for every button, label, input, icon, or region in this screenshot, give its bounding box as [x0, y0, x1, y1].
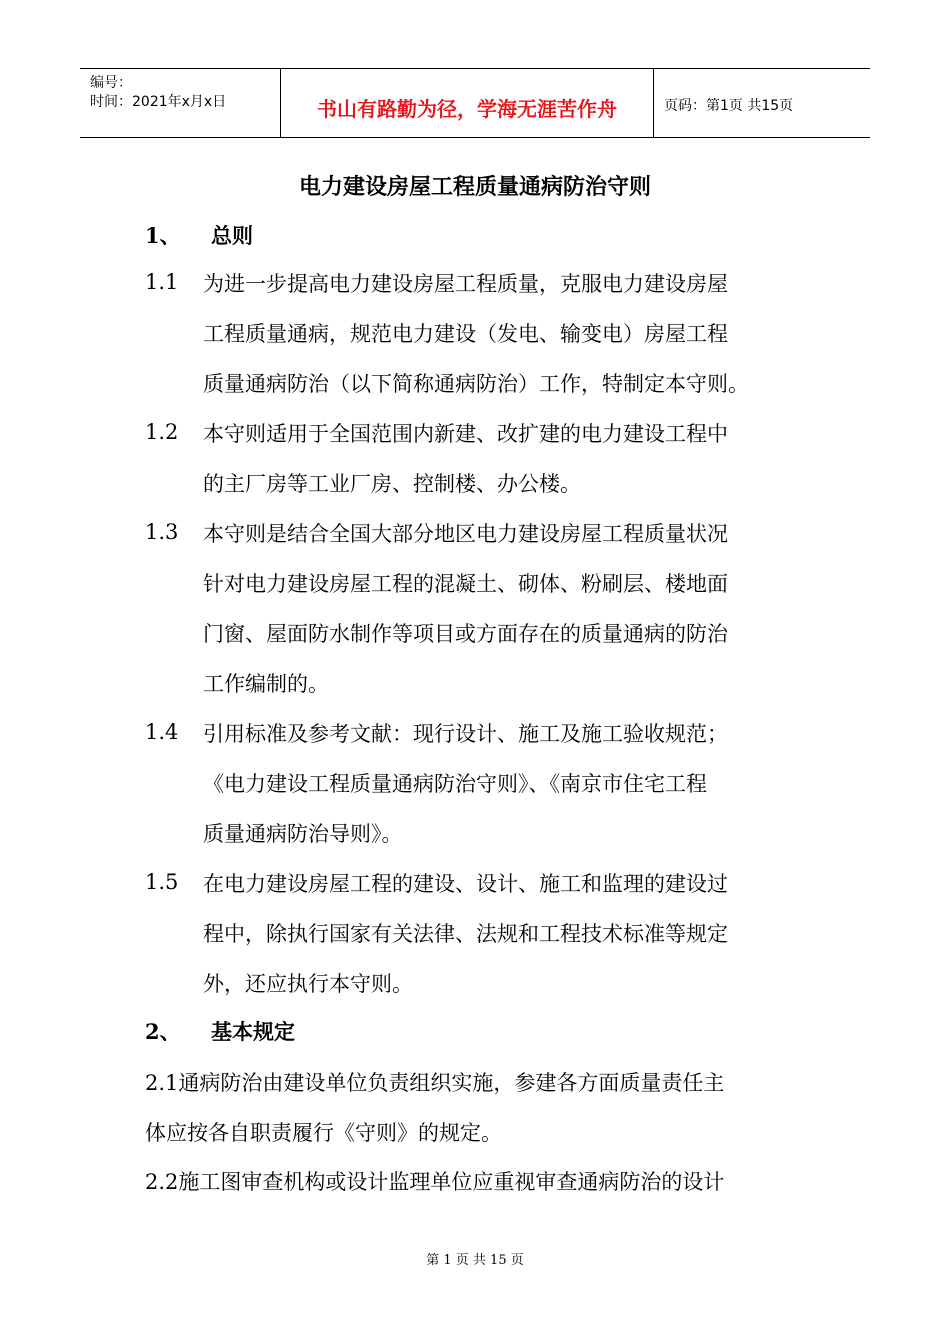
item-line: 工程质量通病，规范电力建设（发电、输变电）房屋工程 — [203, 322, 728, 346]
document-title: 电力建设房屋工程质量通病防治守则 — [298, 174, 651, 200]
paragraph-line: 2.1通病防治由建设单位负责组织实施，参建各方面质量责任主 — [145, 1071, 725, 1095]
item-line: 《电力建设工程质量通病防治守则》、《南京市住宅工程 — [203, 772, 707, 796]
item-number: 1.2 — [145, 420, 179, 444]
item-number: 1.3 — [145, 520, 179, 544]
page-footer: 第 1 页 共 15 页 — [426, 1253, 524, 1268]
item-line: 质量通病防治（以下简称通病防治）工作，特制定本守则。 — [203, 372, 749, 396]
section-heading — [145, 1016, 295, 1046]
item-line: 工作编制的。 — [203, 672, 329, 696]
paragraph — [145, 1069, 810, 1169]
item-line: 在电力建设房屋工程的建设、设计、施工和监理的建设过 — [203, 872, 728, 896]
item-line: 质量通病防治导则》。 — [203, 822, 403, 846]
item-line: 本守则是结合全国大部分地区电力建设房屋工程质量状况 — [203, 522, 728, 546]
item-line: 针对电力建设房屋工程的混凝土、砌体、粉刷层、楼地面 — [203, 572, 728, 596]
section-number: 1、 — [145, 223, 181, 248]
item-number: 1.1 — [145, 270, 179, 294]
item-line: 引用标准及参考文献：现行设计、施工及施工验收规范； — [203, 722, 728, 746]
header-page-cell — [654, 69, 870, 137]
item-number: 1.5 — [145, 870, 179, 894]
section-title: 总则 — [211, 223, 253, 248]
section-title: 基本规定 — [211, 1019, 295, 1044]
section-number: 2、 — [145, 1019, 181, 1044]
header-motto-cell — [281, 69, 654, 137]
item-line: 的主厂房等工业厂房、控制楼、办公楼。 — [203, 472, 581, 496]
item-line: 本守则适用于全国范围内新建、改扩建的电力建设工程中 — [203, 422, 728, 446]
header-meta-cell — [80, 69, 281, 137]
item-line: 门窗、屋面防水制作等项目或方面存在的质量通病的防治 — [203, 622, 728, 646]
item-number: 1.4 — [145, 720, 179, 744]
motto: 书山有路勤为径，学海无涯苦作舟 — [317, 97, 617, 121]
page-header — [80, 68, 870, 138]
paragraph-line: 2.2施工图审查机构或设计监理单位应重视审查通病防治的设计 — [145, 1170, 725, 1194]
time-label: 时间：2021年x月x日 — [90, 94, 227, 110]
item-line: 外，还应执行本守则。 — [203, 972, 413, 996]
paragraph — [145, 1168, 810, 1218]
serial-label: 编号： — [90, 75, 132, 91]
item-line: 程中，除执行国家有关法律、法规和工程技术标准等规定 — [203, 922, 728, 946]
item-line: 为进一步提高电力建设房屋工程质量，克服电力建设房屋 — [203, 272, 728, 296]
paragraph-line: 体应按各自职责履行《守则》的规定。 — [145, 1121, 502, 1145]
section-heading — [145, 220, 253, 250]
page-info: 页码：第1页 共15页 — [664, 98, 794, 114]
